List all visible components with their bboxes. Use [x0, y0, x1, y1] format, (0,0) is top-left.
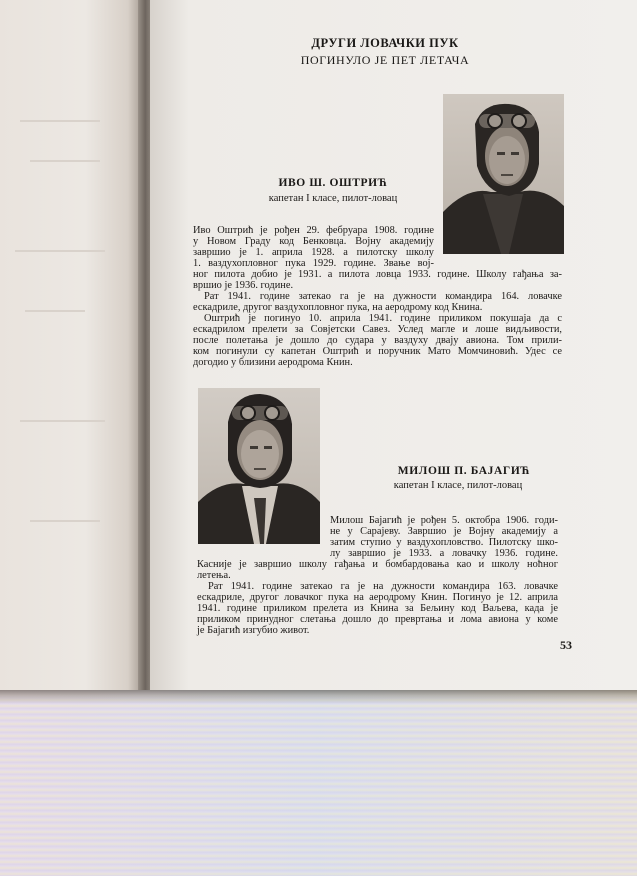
- pilot1-line: ескадрилом прелети за Совјетски Савез. Услед магле и лоше видљивости,: [193, 324, 562, 335]
- pilot1-line: завршио је 1. априла 1928. а пилотску школу: [193, 247, 434, 258]
- pilot1-line: ескадриле, другог ваздухопловног пука, на аеродрому код Книна.: [193, 302, 483, 313]
- portrait-photo-ivo-ostric: [443, 94, 564, 254]
- pilot1-name: ИВО Ш. ОШТРИЋ: [278, 177, 388, 189]
- pilot1-line: Оштрић је погинуо 10. априла 1941. године приликом покушаја да с: [204, 313, 562, 324]
- pilot2-rank: капетан I класе, пилот-ловац: [393, 480, 523, 491]
- pilot1-rank: капетан I класе, пилот-ловац: [268, 193, 398, 204]
- page-number: 53: [560, 638, 572, 652]
- pilot2-line: лу завршио је 1933. а ловачку 1936. године.: [330, 548, 558, 559]
- pilot2-line: је Бајагић изгубио живот.: [197, 625, 310, 636]
- pilot1-line: догодио у близини аеродрома Книн.: [193, 357, 353, 368]
- regiment-heading: ДРУГИ ЛОВАЧКИ ПУК: [311, 36, 459, 50]
- pilot1-line: 1. ваздухопловног пука 1929. године. Звање вој-: [193, 258, 434, 269]
- pilot2-line: летења.: [197, 570, 231, 581]
- pilot2-line: не у Сарајеву. Завршио је Војну академију а: [330, 526, 558, 537]
- pilot1-line: ком погинули су капетан Оштрић и поручник Мато Момчиновић. Удес се: [193, 346, 562, 357]
- pilot1-line: после полетања је дошло до судара у ваздуху двају авиона. Том прили-: [193, 335, 562, 346]
- pilot1-line: Иво Оштрић је рођен 29. фебруара 1908. године: [193, 225, 434, 236]
- pilot1-line: Рат 1941. године затекао га је на дужности командира 164. ловачке: [204, 291, 562, 302]
- portrait-photo-milos-bajagic: [198, 388, 320, 544]
- pilot2-line: затим ступио у ваздухопловство. Пилотску шко-: [330, 537, 558, 548]
- pilot2-line: приликом принудног слетања дошло до превртања и лома авиона у коме: [197, 614, 558, 625]
- left-page-edge: [0, 0, 142, 690]
- pilot2-name: МИЛОШ П. БАЈАГИЋ: [397, 465, 531, 477]
- pilot1-line: вршио је 1936. године.: [193, 280, 294, 291]
- pilot2-line: Рат 1941. године затекао га је на дужности командира 163. ловачке: [208, 581, 558, 592]
- pilot2-line: Милош Бајагић је рођен 5. октобра 1906. годи-: [330, 515, 558, 526]
- pilot1-line: ног пилота добио је 1931. а пилота ловца 1933. године. Школу гађања за-: [193, 269, 562, 280]
- pilot2-line: 1941. године приликом прелета из Книна за Бељину код Ваљева, када је: [197, 603, 558, 614]
- pilot2-line: ескадриле, другог ловачког пука на аеродрому Книн. Погинуо је 12. априла: [197, 592, 558, 603]
- scanner-bed-area: [0, 690, 637, 876]
- pilot2-line: Касније је завршио школу гађања и бомбардовања као и школу ноћног: [197, 559, 558, 570]
- scanner-tint: [0, 690, 637, 876]
- pilot1-line: у Новом Граду код Бенковца. Војну академију: [193, 236, 434, 247]
- casualties-subheading: ПОГИНУЛО ЈЕ ПЕТ ЛЕТАЧА: [300, 53, 470, 67]
